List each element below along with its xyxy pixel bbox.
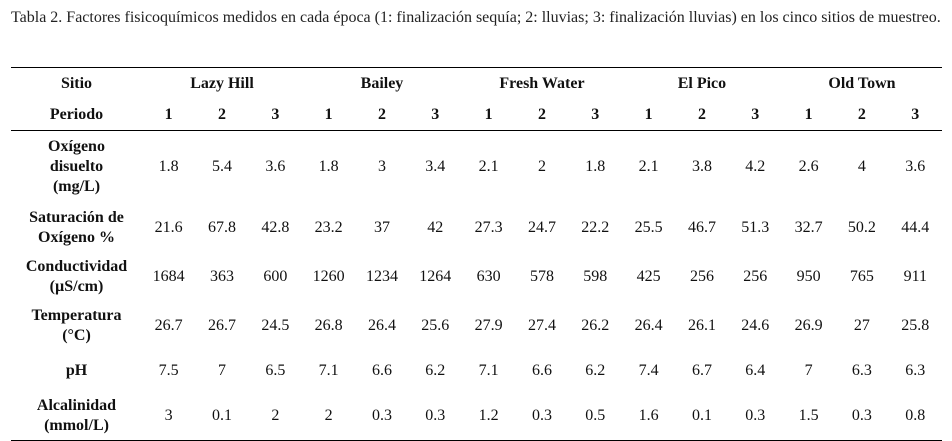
table-cell: 7.5 xyxy=(158,362,179,379)
table-cell: 21.6 xyxy=(154,218,183,236)
table-cell: 6.3 xyxy=(905,362,926,379)
table-cell: 6.3 xyxy=(851,362,872,379)
table-cell: 26.8 xyxy=(314,316,343,334)
table-cell: 24.5 xyxy=(261,316,290,334)
table-cell: 27 xyxy=(853,316,870,334)
parameter-label xyxy=(11,131,142,204)
table-cell: 6.6 xyxy=(371,362,392,379)
table-cell: 6.6 xyxy=(531,362,552,379)
table-cell: 25.8 xyxy=(901,316,930,334)
table-cell: 25.6 xyxy=(421,316,450,334)
table-cell: 0.5 xyxy=(585,407,606,424)
table-cell: 27.9 xyxy=(474,316,503,334)
table-cell: 6.2 xyxy=(585,362,606,379)
table-cell: 2.1 xyxy=(638,158,659,175)
table-cell: 67.8 xyxy=(207,218,236,236)
table-cell: 578 xyxy=(529,267,554,285)
parameter-label xyxy=(11,350,142,392)
table-cell: 27.4 xyxy=(527,316,556,334)
physicochemical-table xyxy=(11,67,942,441)
table-row xyxy=(11,301,942,350)
table-cell: 6.4 xyxy=(745,362,766,379)
parameter-label-line: Alcalinidad xyxy=(36,397,117,414)
table-cell: 7.1 xyxy=(318,362,339,379)
parameter-label-line: Oxígeno % xyxy=(38,228,115,246)
site-header-old-town: Old Town xyxy=(828,74,896,92)
table-row xyxy=(11,392,942,441)
parameter-label xyxy=(11,252,142,301)
site-header-fresh-water: Fresh Water xyxy=(499,74,585,92)
table-cell: 256 xyxy=(743,267,768,285)
period-header-cell: 3 xyxy=(271,105,280,123)
table-cell: 32.7 xyxy=(794,218,823,236)
table-cell: 2 xyxy=(324,407,333,424)
table-cell: 26.9 xyxy=(794,316,823,334)
table-cell: 44.4 xyxy=(901,218,930,236)
table-cell: 3.6 xyxy=(905,158,926,175)
table-cell: 3.4 xyxy=(425,158,446,175)
table-cell: 0.1 xyxy=(211,407,232,424)
parameter-label xyxy=(11,301,142,350)
table-cell: 4 xyxy=(857,158,866,175)
table-cell: 24.7 xyxy=(527,218,556,236)
table-cell: 0.8 xyxy=(905,407,926,424)
parameter-label-line: pH xyxy=(65,362,88,379)
period-header-cell: 1 xyxy=(644,105,653,123)
table-cell: 23.2 xyxy=(314,218,343,236)
parameter-label xyxy=(11,392,142,441)
site-column-label: Sitio xyxy=(60,74,93,92)
table-cell: 3 xyxy=(377,158,386,175)
period-header-cell: 2 xyxy=(857,105,866,123)
table-cell: 7.4 xyxy=(638,362,659,379)
table-cell: 1.8 xyxy=(158,158,179,175)
table-cell: 22.2 xyxy=(581,218,610,236)
parameter-label-line: (µS/cm) xyxy=(49,277,104,295)
table-cell: 27.3 xyxy=(474,218,503,236)
parameter-label-line: (mmol/L) xyxy=(44,417,109,434)
table-cell: 1684 xyxy=(152,267,185,285)
table-cell: 5.4 xyxy=(211,158,232,175)
table-cell: 2.6 xyxy=(798,158,819,175)
table-cell: 911 xyxy=(903,267,927,285)
period-header-cell: 1 xyxy=(804,105,813,123)
table-body xyxy=(11,131,942,441)
table-cell: 1234 xyxy=(365,267,398,285)
table-cell: 1.8 xyxy=(585,158,606,175)
table-cell: 1.8 xyxy=(318,158,339,175)
table-cell: 2 xyxy=(271,407,280,424)
table-cell: 363 xyxy=(209,267,234,285)
table-cell: 42.8 xyxy=(261,218,290,236)
table-cell: 765 xyxy=(849,267,874,285)
table-cell: 0.1 xyxy=(691,407,712,424)
table-cell: 4.2 xyxy=(745,158,766,175)
table-cell: 1.2 xyxy=(478,407,499,424)
period-header-cell: 2 xyxy=(377,105,386,123)
parameter-label-line: Temperatura xyxy=(31,306,122,324)
parameter-label-line: Conductividad xyxy=(25,257,128,275)
period-header-cell: 2 xyxy=(537,105,546,123)
parameter-label-line: disuelto xyxy=(49,158,104,175)
table-cell: 50.2 xyxy=(847,218,876,236)
table-cell: 256 xyxy=(689,267,714,285)
table-cell: 37 xyxy=(373,218,390,236)
period-header-cell: 3 xyxy=(591,105,600,123)
table-cell: 3 xyxy=(164,407,173,424)
table-cell: 7 xyxy=(217,362,226,379)
table-cell: 6.5 xyxy=(265,362,286,379)
table-cell: 42 xyxy=(427,218,444,236)
parameter-label-line: Oxígeno xyxy=(48,138,105,155)
site-header-row xyxy=(11,68,942,100)
table-cell: 6.2 xyxy=(425,362,446,379)
table-cell: 3.6 xyxy=(265,158,286,175)
period-header-cell: 1 xyxy=(484,105,493,123)
table-cell: 598 xyxy=(583,267,608,285)
period-header-cell: 2 xyxy=(217,105,226,123)
table-cell: 0.3 xyxy=(425,407,446,424)
table-caption: Tabla 2. Factores fisicoquímicos medidos en cada época (1: finalización sequía; 2: lluvias; 3: finalización lluvias) en los cinco sitios de muestreo. xyxy=(11,9,941,26)
table-cell: 26.1 xyxy=(687,316,716,334)
table-cell: 950 xyxy=(796,267,821,285)
site-header-lazy-hill: Lazy Hill xyxy=(190,74,254,92)
table-cell: 1.5 xyxy=(798,407,819,424)
table-cell: 51.3 xyxy=(741,218,770,236)
table-cell: 3.8 xyxy=(691,158,712,175)
table-cell: 425 xyxy=(636,267,661,285)
table-cell: 26.7 xyxy=(207,316,236,334)
table-cell: 24.6 xyxy=(741,316,770,334)
table-row xyxy=(11,131,942,204)
table-cell: 46.7 xyxy=(687,218,716,236)
table-cell: 6.7 xyxy=(691,362,712,379)
parameter-label xyxy=(11,203,142,252)
table-cell: 1264 xyxy=(419,267,452,285)
table-cell: 600 xyxy=(263,267,288,285)
table-row xyxy=(11,350,942,392)
table-cell: 7.1 xyxy=(478,362,499,379)
period-header-cell: 1 xyxy=(164,105,173,123)
period-header-cell: 2 xyxy=(697,105,706,123)
parameter-label-line: (°C) xyxy=(62,326,91,344)
table-cell: 26.4 xyxy=(367,316,396,334)
table-row xyxy=(11,203,942,252)
table-cell: 1.6 xyxy=(638,407,659,424)
table-row xyxy=(11,252,942,301)
table-cell: 2 xyxy=(537,158,546,175)
period-header-cell: 3 xyxy=(751,105,760,123)
site-header-bailey: Bailey xyxy=(360,74,404,92)
parameter-label-line: Saturación de xyxy=(29,208,124,226)
table-cell: 26.4 xyxy=(634,316,663,334)
period-header-cell: 3 xyxy=(911,105,920,123)
table-cell: 26.7 xyxy=(154,316,183,334)
table-cell: 0.3 xyxy=(745,407,766,424)
table-cell: 7 xyxy=(804,362,813,379)
site-header-el-pico: El Pico xyxy=(677,74,727,92)
table-cell: 2.1 xyxy=(478,158,499,175)
table-cell: 0.3 xyxy=(531,407,552,424)
period-column-label: Periodo xyxy=(49,105,104,123)
table-cell: 0.3 xyxy=(371,407,392,424)
table-cell: 630 xyxy=(476,267,501,285)
table-cell: 26.2 xyxy=(581,316,610,334)
period-header-row xyxy=(11,99,942,131)
table-cell: 25.5 xyxy=(634,218,663,236)
period-header-cell: 3 xyxy=(431,105,440,123)
table-cell: 0.3 xyxy=(851,407,872,424)
period-header-cell: 1 xyxy=(324,105,333,123)
parameter-label-line: (mg/L) xyxy=(52,178,101,195)
table-cell: 1260 xyxy=(312,267,345,285)
